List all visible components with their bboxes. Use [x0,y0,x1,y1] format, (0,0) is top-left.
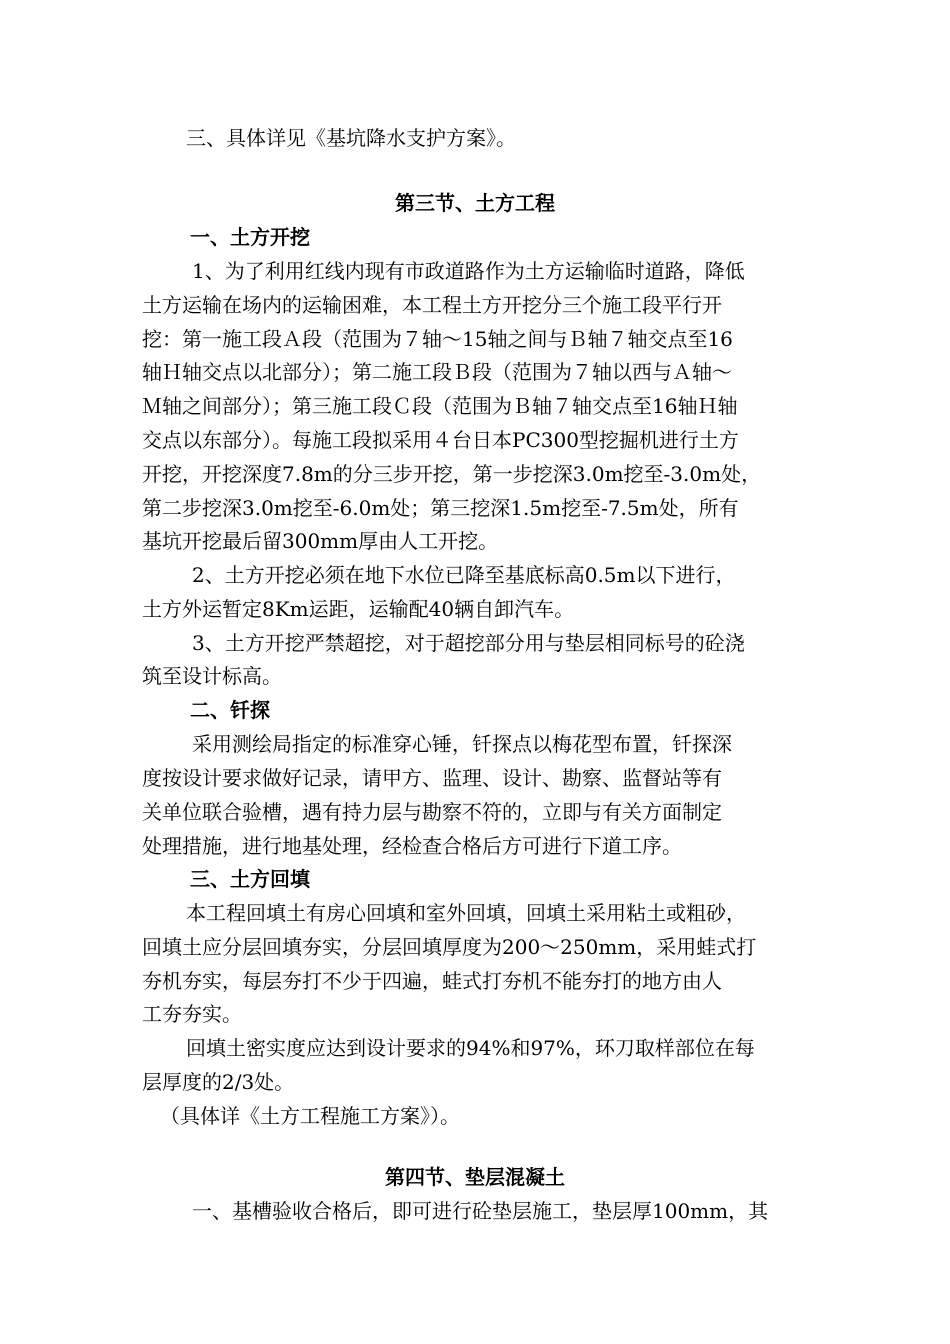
paragraph-line: 本工程回填土有房心回填和室外回填，回填土采用粘土或粗砂， [186,901,746,925]
paragraph-line: 层厚度的2/3处。 [142,1070,295,1094]
top-note: 三、具体详见《基坑降水支护方案》。 [186,126,516,150]
paragraph-line: 处理措施，进行地基处理，经检查合格后方可进行下道工序。 [142,834,682,858]
paragraph-line: 夯机夯实，每层夯打不少于四遍，蛙式打夯机不能夯打的地方由人 [142,969,722,993]
sub-heading-excavation: 一、土方开挖 [190,225,310,249]
paragraph-line: 采用测绘局指定的标准穿心锤，钎探点以梅花型布置，钎探深 [192,732,732,756]
paragraph-line: 回填土应分层回填夯实，分层回填厚度为200～250mm，采用蛙式打 [142,935,757,959]
paragraph-line: 交点以东部分）。每施工段拟采用４台日本PC300型挖掘机进行土方 [142,428,739,452]
paragraph-line: 第二步挖深3.0m挖至-6.0m处；第三挖深1.5m挖至-7.5m处，所有 [142,496,739,520]
paragraph-line: （具体详《土方工程施工方案》）。 [160,1104,460,1128]
paragraph-line: 土方外运暂定8Km运距，运输配40辆自卸汽车。 [142,597,575,621]
paragraph-line: 一、基槽验收合格后，即可进行砼垫层施工，垫层厚100mm，其 [192,1199,769,1223]
paragraph-line: 土方运输在场内的运输困难，本工程土方开挖分三个施工段平行开 [142,293,722,317]
paragraph-line: 2、土方开挖必须在地下水位已降至基底标高0.5m以下进行， [192,563,736,587]
section-3-title: 第三节、土方工程 [395,191,555,215]
sub-heading-backfill: 三、土方回填 [190,867,310,891]
paragraph-line: 基坑开挖最后留300mm厚由人工开挖。 [142,529,499,553]
sub-heading-probing: 二、钎探 [190,698,270,722]
section-4-title: 第四节、垫层混凝土 [385,1165,565,1189]
paragraph-line: 挖：第一施工段Ａ段（范围为７轴～15轴之间与Ｂ轴７轴交点至16 [142,327,733,351]
paragraph-line: 轴Ｈ轴交点以北部分）；第二施工段Ｂ段（范围为７轴以西与Ａ轴～ [142,360,732,384]
paragraph-line: Ｍ轴之间部分）；第三施工段Ｃ段（范围为Ｂ轴７轴交点至16轴Ｈ轴 [142,394,738,418]
paragraph-line: 工夯夯实。 [142,1002,242,1026]
paragraph-line: 3、土方开挖严禁超挖，对于超挖部分用与垫层相同标号的砼浇 [192,631,745,655]
paragraph-line: 筑至设计标高。 [142,664,282,688]
paragraph-line: 1、为了利用红线内现有市政道路作为土方运输临时道路，降低 [192,259,745,283]
paragraph-line: 关单位联合验槽，遇有持力层与勘察不符的，立即与有关方面制定 [142,800,722,824]
paragraph-line: 回填土密实度应达到设计要求的94%和97%，环刀取样部位在每 [186,1036,755,1060]
paragraph-line: 度按设计要求做好记录，请甲方、监理、设计、勘察、监督站等有 [142,766,722,790]
paragraph-line: 开挖，开挖深度7.8m的分三步开挖，第一步挖深3.0m挖至-3.0m处， [142,462,762,486]
